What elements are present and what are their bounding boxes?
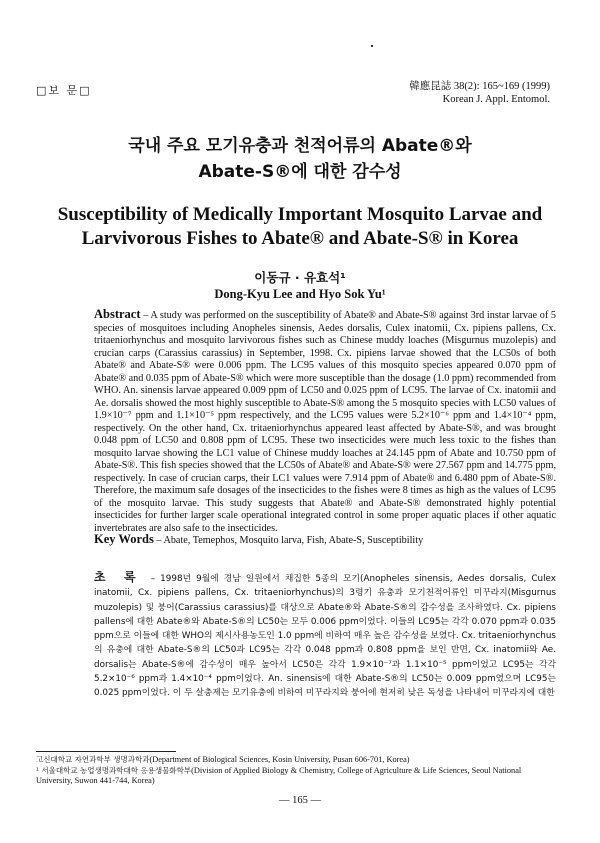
journal-citation-english: Korean J. Appl. Entomol. <box>442 94 550 105</box>
page-number: — 165 — <box>279 795 321 806</box>
abstract-dash: – <box>143 310 151 321</box>
authors-english: Dong-Kyu Lee and Hyo Sok Yu¹ <box>214 287 386 301</box>
footnote-divider <box>36 751 176 752</box>
abstract-text: A study was performed on the susceptibility of Abate® and Abate-S® against 3rd instar larvae of 5 species of mosquitoes including Anopheles sinensis, Aedes dorsalis, Culex inatomii, Cx. pipiens pallens, Cx. tritaeniorhynchus and mosquito larvivorous fishes such as Chinese muddy loaches (Misgurnus muzolepis) and crucian carps (Carassius carassius) in September, 1998. Cx. pipiens larvae showed that the LC50s of both Abate® and Abate-S® were 0.006 ppm. The LC95 values of this mosquito species appeared 0.070 ppm of Abate® and 0.035 ppm of Abate-S® which were more susceptible than the dosage (1.0 ppm) recommended from WHO. An. sinensis larvae appeared 0.009 ppm of LC50 and 0.025 ppm of LC95. The larvae of Cx. inatomii and Ae. dorsalis showed the most highly susceptible to Abate-S® among the 5 mosquito species with LC50 values of 1.9×10⁻⁷ ppm and 1.1×10⁻⁵ ppm respectively, and the LC95 values were 5.2×10⁻⁶ ppm and 1.4×10⁻⁴ ppm, respectively. On the other hand, Cx. tritaeniorhynchus appeared least affected by Abate-S®, and was brought 0.048 ppm of LC50 and 0.808 ppm of LC95. These two insecticides were much less toxic to the fishes than mosquito larvae showing the LC1 value of Chinese muddy loaches at 24.145 ppm of Abate and 10.750 ppm of Abate-S®. This fish species showed that the LC50s of Abate® and Abate-S® were 27.567 ppm and 14.775 ppm, respectively. In case of crucian carps, their LC1 values were 7.914 ppm of Abate® and 6.480 ppm of Abate-S®. Therefore, the maximum safe dosages of the insecticides to the fishes were 8 times as high as the values of LC95 of the mosquito larvae. This study suggests that Abate® and Abate-S® demonstrated highly potential insecticides for further larger scale operational integrated control in some proper aquatic places if other aquatic invertebrates are also safe to the insecticides. <box>94 310 556 534</box>
english-title <box>0 203 600 251</box>
scan-speck <box>371 45 373 47</box>
footnote-affiliation-1 <box>36 755 556 766</box>
abstract-label: Abstract <box>94 307 141 321</box>
korean-abstract-text: 1998년 9월에 경남 일원에서 채집한 5종의 모기(Anopheles sinensis, Aedes dorsalis, Culex inatomii, Cx. pipiens pallens, Cx. tritaeniorhynchus)의 3령기 유충과 모기천적어류인 미꾸라지(Misgurnus muzolepis) 및 붕어(Carassius carassius)를 대상으로 Abate®와 Abate-S®의 감수성을 조사하였다. Cx. pipiens pallens에 대한 Abate®와 Abate-S®의 LC50는 모두 0.006 ppm이었다. 이들의 LC95는 각각 0.070 ppm과 0.035 ppm으로 이들에 대한 WHO의 제시사용농도인 1.0 ppm에 비하여 매우 높은 감수성을 보였다. Cx. tritaeniorhynchus의 유충에 대한 Abate-S®의 LC50과 LC95는 각각 0.048 ppm과 0.808 ppm을 보인 반면, Cx. inatomii와 Ae. dorsalis는 Abate-S®에 감수성이 매우 높아서 LC50은 각각 1.9×10⁻⁷과 1.1×10⁻⁵ ppm이었고 LC95는 각각 5.2×10⁻⁶ ppm과 1.4×10⁻⁴ ppm이었다. An. sinensis에 대한 Abate-S®의 LC50는 0.009 ppm였으며 LC95는 0.025 ppm이었다. 이 두 살충제는 모기유충에 비하여 미꾸라지와 붕어에 현저히 낮은 독성을 나타내어 미꾸라지에 대한 <box>94 574 556 699</box>
korean-abstract <box>94 570 556 701</box>
journal-citation <box>409 80 550 106</box>
keywords-dash: – <box>156 535 164 546</box>
footnotes <box>36 755 556 787</box>
footnote-1-english: (Department of Biological Sciences, Kosin University, Pusan 606-701, Korea) <box>149 755 410 764</box>
keywords <box>94 532 556 547</box>
footnote-2-english: (Division of Applied Biology & Chemistry, College of Agriculture & Life Sciences, Seoul National University, Suwon 441-744, Korea) <box>36 765 522 785</box>
english-title-line-1: Susceptibility of Medically Important Mosquito Larvae and <box>57 204 543 225</box>
english-title-line-2: Larvivorous Fishes to Abate® and Abate-S® in Korea <box>81 228 519 249</box>
korean-title-line-2: Abate-S®에 대한 감수성 <box>198 162 402 182</box>
keywords-label: Key Words <box>94 532 154 546</box>
article-type-label: □보 문□ <box>36 84 92 97</box>
korean-abstract-label: 초 록 <box>94 570 142 584</box>
abstract <box>94 308 556 535</box>
journal-citation-korean: 韓應昆誌 38(2): 165~169 (1999) <box>409 81 550 92</box>
korean-abstract-dash: – <box>150 574 161 584</box>
korean-title <box>0 133 600 185</box>
footnote-affiliation-2 <box>36 766 556 787</box>
authors-korean: 이동규 · 유효석¹ <box>254 270 346 285</box>
footnote-1-korean: 고신대학교 자연과학부 생명과학과 <box>36 755 150 764</box>
footnote-2-korean: ¹ 서울대학교 농업생명과학대학 응용생물화학부 <box>36 765 192 775</box>
korean-title-line-1: 국내 주요 모기유충과 천적어류의 Abate®와 <box>128 136 472 156</box>
keywords-text: Abate, Temephos, Mosquito larva, Fish, Abate-S, Susceptibility <box>163 535 424 546</box>
